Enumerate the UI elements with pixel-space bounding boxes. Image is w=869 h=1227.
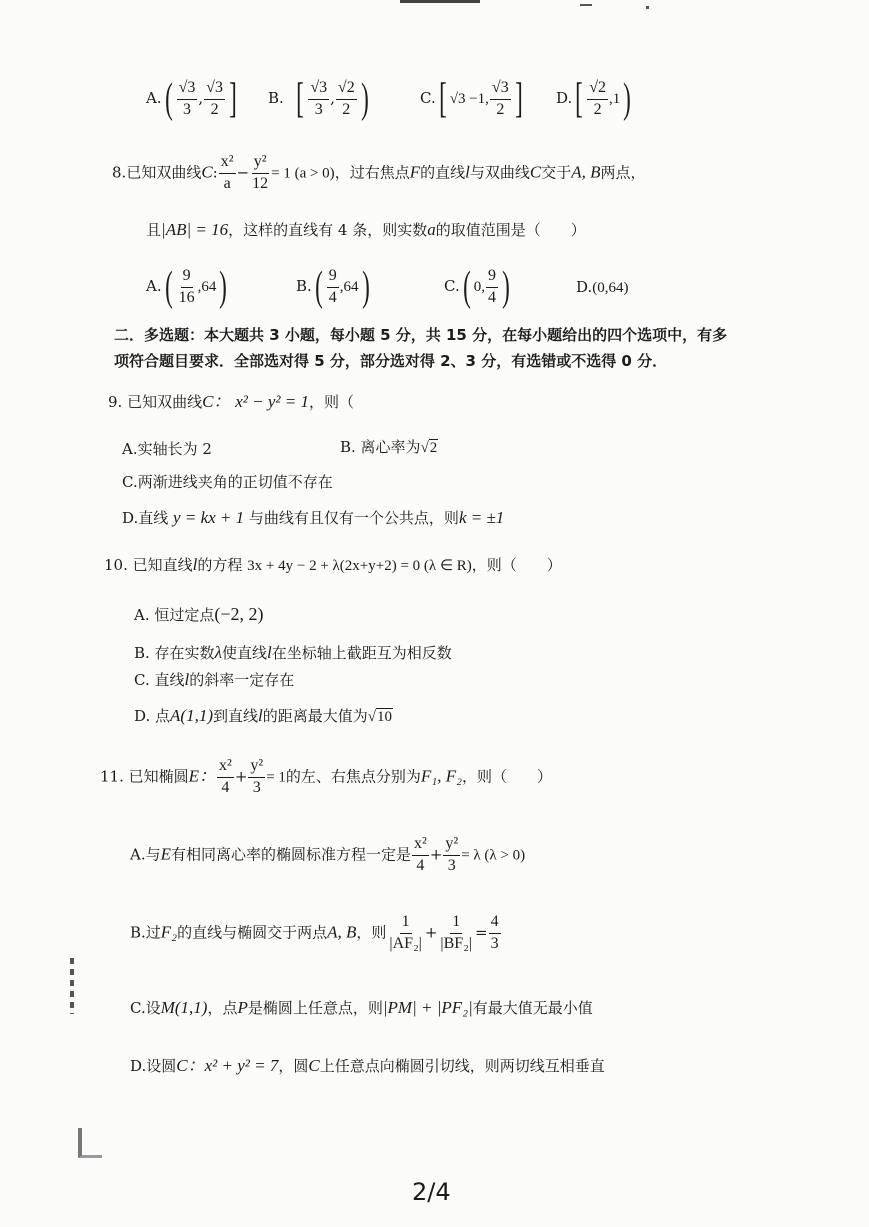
q8-stem-line2: 且|AB| = 16，这样的直线有 4 条，则实数a的取值范围是（ ） bbox=[146, 220, 586, 239]
section-heading-line2: 项符合题目要求．全部选对得 5 分，部分选对得 2、3 分，有选错或不选得 0 分． bbox=[114, 352, 668, 370]
q11-option-b: B.过F₂的直线与椭圆交于两点A, B，则 $\frac{1}{\text{|AF₂|}}$ + $\frac{1}{\text{|BF₂|}}$ = $\frac{4}{3}$ bbox=[130, 913, 499, 952]
q10-stem: 10. 已知直线l的方程 3x + 4y − 2 + λ(2x+y+2) = 0 (λ ∈ R)，则（ ） bbox=[104, 555, 562, 574]
q9-stem: 9. 已知双曲线C： x² − y² = 1，则（ bbox=[108, 392, 354, 411]
q11-option-c: C.设M(1,1)，点P是椭圆上任意点，则|PM| + |PF₂|有最大值无最小值 bbox=[130, 998, 593, 1017]
q10-option-b: B. 存在实数λ使直线l在坐标轴上截距互为相反数 bbox=[134, 643, 452, 662]
q9-option-b: B. 离心率为√2 bbox=[340, 438, 438, 456]
q9-option-a: A.实轴长为 2 bbox=[122, 440, 212, 458]
q11-option-a: A.与E有相同离心率的椭圆标准方程一定是 $\frac{\text{x²}}{4}$ + $\frac{\text{y²}}{3}$ = λ (λ > 0) bbox=[130, 835, 526, 874]
q10-option-d: D. 点A(1,1)到直线l的距离最大值为√10 bbox=[134, 706, 392, 725]
scan-mark bbox=[400, 0, 480, 3]
q9-option-d: D.直线 y = kx + 1 与曲线有且仅有一个公共点，则k = ±1 bbox=[122, 508, 505, 527]
q8-option-d: D.(0,64) bbox=[576, 278, 629, 296]
q8-option-a: A.( $\frac{9}{16}$ ,64) bbox=[146, 264, 228, 310]
scan-mark bbox=[646, 6, 649, 9]
scan-mark bbox=[580, 4, 592, 6]
page-number: 2/4 bbox=[412, 1178, 451, 1206]
q7-option-d: D.[ $\frac{√2}{2}$ ,1) bbox=[556, 76, 632, 122]
q9-option-c: C.两渐进线夹角的正切值不存在 bbox=[122, 473, 333, 491]
scan-mark bbox=[78, 1128, 102, 1158]
q7-option-c: C.[ √3 −1, $\frac{√3}{2}$ ] bbox=[420, 76, 523, 122]
q8-option-c: C.( 0, $\frac{9}{4}$ ) bbox=[444, 264, 510, 310]
q10-option-a: A. 恒过定点(−2, 2) bbox=[134, 604, 264, 624]
q11-stem: 11. 已知椭圆E： $\frac{\text{x²}}{4}$ + $\frac{\text{y²}}{3}$ = 1的左、右焦点分别为F₁, F₂，则（ ） bbox=[100, 757, 553, 796]
q7-option-a: A.( $\frac{√3}{3}$ , $\frac{√3}{2}$ ] bbox=[146, 76, 237, 122]
q8-option-b: B.( $\frac{9}{4}$ ,64) bbox=[296, 264, 370, 310]
q7-option-b: B. [ $\frac{√3}{3}$ , $\frac{√2}{2}$ ) bbox=[268, 76, 369, 122]
q10-option-c: C. 直线l的斜率一定存在 bbox=[134, 670, 295, 689]
q11-option-d: D.设圆C：x² + y² = 7，圆C上任意点向椭圆引切线，则两切线互相垂直 bbox=[130, 1056, 605, 1075]
q8-stem: 8.已知双曲线C: $\frac{\text{x²}}{a}$ − $\frac{\text{y²}}{12}$ = 1 (a > 0)，过右焦点F的直线l与双曲线C交于A, B两点， bbox=[112, 153, 646, 192]
scan-mark bbox=[70, 958, 74, 1014]
section-heading-line1: 二．多选题：本大题共 3 小题，每小题 5 分，共 15 分，在每小题给出的四个选项中，有多 bbox=[114, 326, 728, 344]
